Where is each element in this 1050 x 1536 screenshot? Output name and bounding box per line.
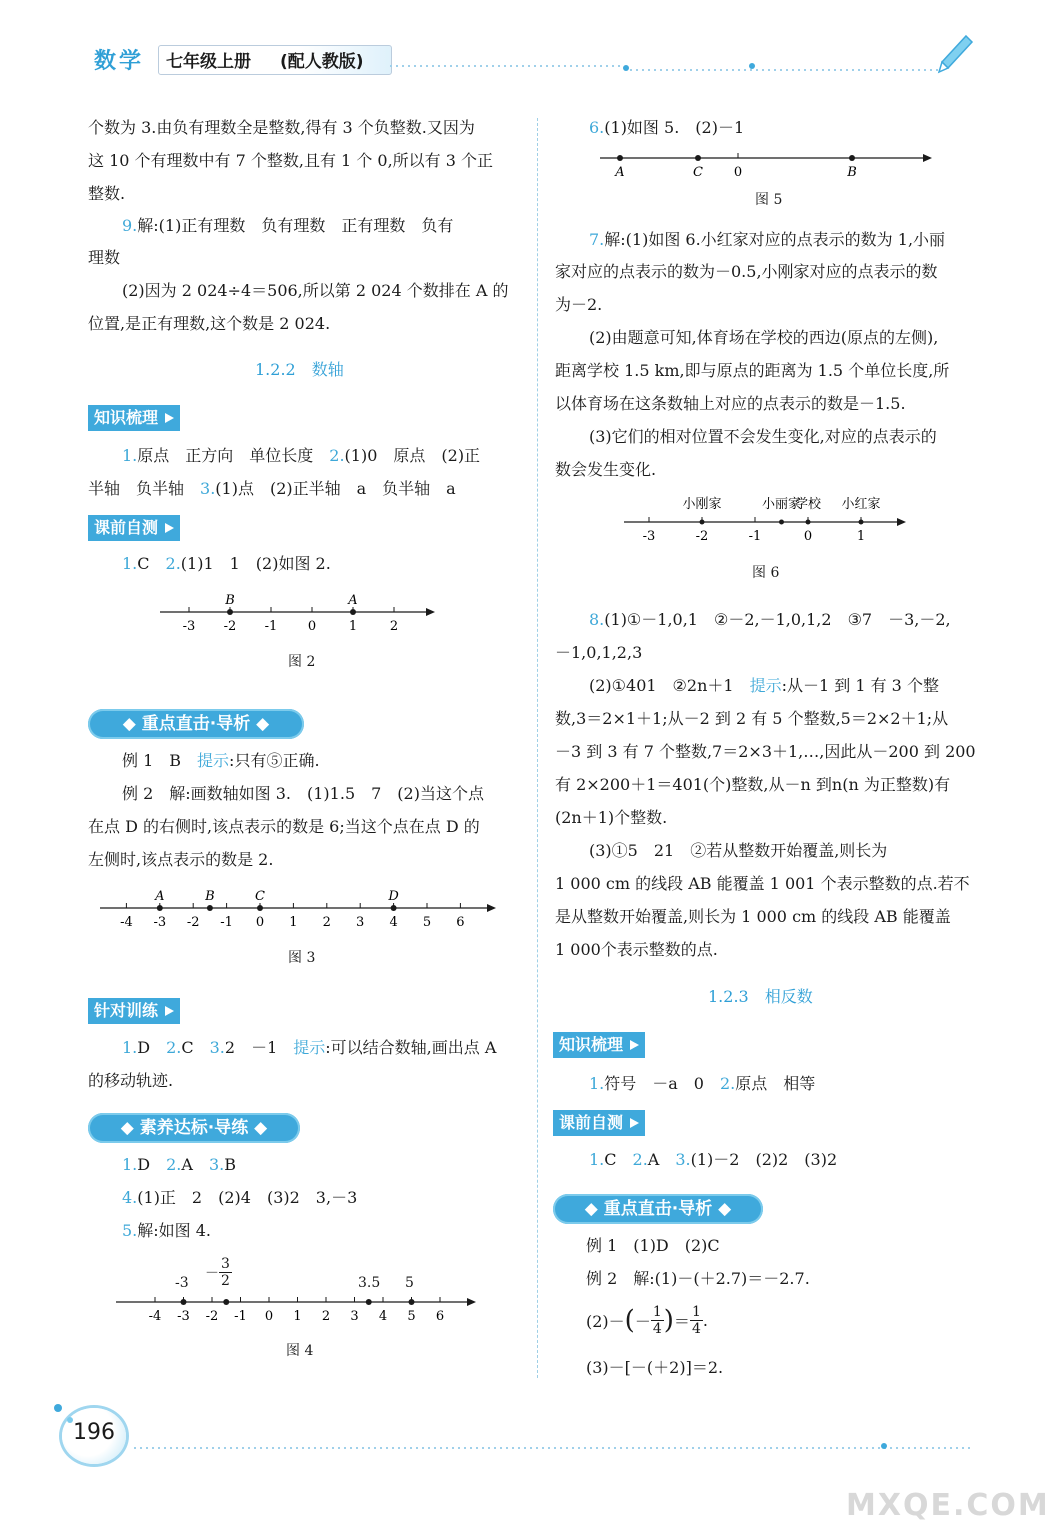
question-text: 解:(1)正有理数 负有理数 正有理数 负有 xyxy=(137,216,454,235)
question-number: 3. xyxy=(200,479,216,498)
question-number: 2. xyxy=(632,1150,648,1169)
point-marker xyxy=(157,905,163,911)
question-number: 1. xyxy=(122,554,138,573)
tick-label: 6 xyxy=(435,1309,445,1324)
right-text-line: －1,0,1,2,3 xyxy=(555,643,643,662)
figure-caption: 图 2 xyxy=(288,654,316,670)
place-label: 学校 xyxy=(794,497,822,512)
number-line-figure-5 xyxy=(598,148,938,180)
right-text-line: －3 到 3 有 7 个整数,7＝2×3＋1,…,因此从－200 到 200 xyxy=(555,742,976,761)
tick-label: 1 xyxy=(856,529,866,544)
fraction-numerator: 3 xyxy=(221,1256,230,1272)
tick-label: -2 xyxy=(205,1309,219,1324)
tick-label: -3 xyxy=(642,529,656,544)
answer-text: 原点 相等 xyxy=(735,1074,816,1093)
hint-label: 提示 xyxy=(197,751,230,770)
question-number: 1. xyxy=(589,1074,605,1093)
tag-knowledge-review: 知识梳理 xyxy=(88,405,180,431)
question-number: 1. xyxy=(122,1155,138,1174)
answer-line xyxy=(122,440,480,472)
number-line-figure-3 xyxy=(100,882,500,932)
figure-caption: 图 6 xyxy=(752,565,780,581)
right-text-line: (3)－[－(＋2)]＝2. xyxy=(586,1358,724,1377)
point-label: A xyxy=(615,165,625,180)
left-text-line: 在点 D 的右侧时,该点表示的数是 6;当这个点在点 D 的 xyxy=(88,817,480,836)
left-text-line: 的移动轨迹. xyxy=(88,1071,174,1090)
tick-label: 0 xyxy=(255,915,265,930)
pencil-icon xyxy=(936,32,976,76)
answer-line xyxy=(589,224,945,256)
answer-text: C xyxy=(604,1150,633,1169)
footer-dots xyxy=(50,1400,990,1470)
tick-label: 5 xyxy=(422,915,432,930)
tick-label: 2 xyxy=(322,915,331,930)
left-text-line: 整数. xyxy=(88,184,126,203)
left-text-line: 例 2 解:画数轴如图 3. (1)1.5 7 (2)当这个点 xyxy=(122,784,484,803)
question-number: 2. xyxy=(166,1155,182,1174)
page-number: 196 xyxy=(73,1420,115,1445)
tick-label: 2 xyxy=(321,1309,331,1324)
question-number: 2. xyxy=(720,1074,736,1093)
pill-key-points: ◆ 重点直击·导析 ◆ xyxy=(88,709,304,739)
point-label: C xyxy=(693,165,703,180)
answer-text: 半轴 负半轴 xyxy=(88,479,201,498)
answer-text: A xyxy=(181,1155,209,1174)
axis-arrow xyxy=(426,608,435,616)
expr-text: (2)－ xyxy=(586,1312,625,1331)
question-number: 5. xyxy=(122,1221,138,1240)
fraction-sign: － xyxy=(205,1265,219,1282)
answer-text: 解:如图 4. xyxy=(137,1221,212,1240)
question-number: 6. xyxy=(589,118,605,137)
question-number: 3. xyxy=(675,1150,691,1169)
right-text-line: 数,3＝2×1＋1;从－2 到 2 有 5 个整数,5＝2×2＋1;从 xyxy=(555,709,949,728)
answer-line xyxy=(122,548,331,580)
question-number: 3. xyxy=(209,1038,225,1057)
right-text-line: (3)它们的相对位置不会发生变化,对应的点表示的 xyxy=(589,427,937,446)
point-marker xyxy=(409,1299,415,1305)
tick-label: 6 xyxy=(456,915,465,930)
tick-label: 0 xyxy=(803,529,813,544)
tick-label: 3 xyxy=(350,1309,359,1324)
question-number: 2. xyxy=(165,554,181,573)
right-text-line: 1 000个表示整数的点. xyxy=(555,940,718,959)
left-text-line: 个数为 3.由负有理数全是整数,得有 3 个负整数.又因为 xyxy=(88,118,475,137)
point-label: A xyxy=(155,889,165,904)
point-marker xyxy=(350,609,356,615)
right-text-line: (3)①5 21 ②若从整数开始覆盖,则长为 xyxy=(589,841,888,860)
axis-arrow xyxy=(487,904,496,912)
answer-text: A xyxy=(647,1150,676,1169)
equals-sign: ＝ xyxy=(673,1312,690,1331)
point-marker xyxy=(391,905,397,911)
figure-caption: 图 3 xyxy=(288,950,316,966)
answer-text: (1)①－1,0,1 ②－2,－1,0,1,2 ③7 －3,－2, xyxy=(604,610,951,629)
right-text-line: 距离学校 1.5 km,即与原点的距离为 1.5 个单位长度,所 xyxy=(555,361,950,380)
watermark: MXQE.COM xyxy=(846,1488,1050,1523)
question-number: 4. xyxy=(122,1188,138,1207)
answer-line xyxy=(589,670,939,702)
question-number: 2. xyxy=(166,1038,182,1057)
point-label: D xyxy=(388,889,399,904)
point-marker xyxy=(806,520,811,525)
tick-label: -3 xyxy=(177,1309,190,1324)
right-text-line: 家对应的点表示的数为－0.5,小刚家对应的点表示的数 xyxy=(555,262,938,281)
tick-label: -3 xyxy=(182,619,196,634)
fraction-numerator: 1 xyxy=(652,1304,662,1320)
answer-text: (1)1 1 (2)如图 2. xyxy=(180,554,331,573)
tick-label: 1 xyxy=(348,619,358,634)
right-text-line: 数会发生变化. xyxy=(555,460,657,479)
answer-text: C xyxy=(181,1038,210,1057)
point-marker xyxy=(227,609,233,615)
answer-text: D xyxy=(137,1155,167,1174)
tick-label: -2 xyxy=(695,529,709,544)
question-number: 3. xyxy=(208,1155,225,1174)
number-line-figure-4 xyxy=(116,1290,486,1330)
right-text-line: 1 000 cm 的线段 AB 能覆盖 1 001 个表示整数的点.若不 xyxy=(555,874,970,893)
answer-text: 原点 正方向 单位长度 xyxy=(137,446,330,465)
figure-caption: 图 5 xyxy=(755,192,783,208)
answer-text: 解:(1)如图 6.小红家对应的点表示的数为 1,小丽 xyxy=(604,230,946,249)
tick-label: -3 xyxy=(153,915,167,930)
answer-text: 符号 －a 0 xyxy=(604,1074,720,1093)
example-2-part-2 xyxy=(586,1304,708,1337)
period: . xyxy=(702,1311,708,1330)
point-label: C xyxy=(255,889,265,904)
example-1-line xyxy=(122,745,320,777)
answer-text: :可以结合数轴,画出点 A xyxy=(325,1038,497,1057)
point-marker xyxy=(223,1299,229,1305)
place-label: 小丽家 xyxy=(761,497,802,512)
pill-key-points: ◆ 重点直击·导析 ◆ xyxy=(553,1194,763,1224)
place-label: 小红家 xyxy=(841,497,881,512)
tick-label: 3 xyxy=(356,915,365,930)
tick-label: 2 xyxy=(389,619,399,634)
answer-line xyxy=(589,1068,815,1100)
tick-label: 1 xyxy=(289,915,298,930)
header-dotted-line xyxy=(390,56,950,76)
number-line-figure-6 xyxy=(620,490,920,550)
point-label: -3 xyxy=(175,1275,189,1291)
tick-label: -2 xyxy=(186,915,200,930)
place-label: 小刚家 xyxy=(682,497,722,512)
point-marker xyxy=(207,905,213,911)
axis-arrow xyxy=(897,518,906,526)
answer-line xyxy=(589,604,951,636)
right-text-line: 是从整数开始覆盖,则长为 1 000 cm 的线段 AB 能覆盖 xyxy=(555,907,951,926)
answer-text: (1)如图 5. (2)－1 xyxy=(604,118,745,137)
answer-line xyxy=(122,1215,211,1247)
subject-title: 数学 xyxy=(94,49,145,74)
answer-line xyxy=(589,112,744,144)
question-number: 1. xyxy=(589,1150,605,1169)
tick-label: -1 xyxy=(264,619,278,634)
question-number: 7. xyxy=(589,230,605,249)
column-divider xyxy=(537,118,538,1378)
paren-right: ) xyxy=(663,1305,674,1336)
point-label: 5 xyxy=(405,1275,414,1291)
tag-pre-class-test: 课前自测 xyxy=(88,515,180,541)
answer-text: :从－1 到 1 有 3 个整 xyxy=(781,676,939,695)
edition-label: (配人教版) xyxy=(280,52,364,72)
example-text: 例 1 B xyxy=(122,751,198,770)
tick-label: 4 xyxy=(378,1309,388,1324)
paren-left: ( xyxy=(624,1305,635,1336)
fraction-denominator: 4 xyxy=(652,1321,662,1337)
tick-label: 5 xyxy=(407,1309,416,1324)
point-marker xyxy=(849,155,855,161)
tick-label: -1 xyxy=(748,529,762,544)
point-marker xyxy=(181,1299,187,1305)
tag-pre-class-test: 课前自测 xyxy=(553,1110,645,1136)
minus-sign: － xyxy=(634,1312,651,1331)
point-marker xyxy=(779,520,784,525)
right-text-line: 以体育场在这条数轴上对应的点表示的数是－1.5. xyxy=(555,394,906,413)
answer-line xyxy=(122,1149,236,1181)
tick-label: 1 xyxy=(293,1309,302,1324)
question-number: 2. xyxy=(329,446,345,465)
answer-text: (2)①401 ②2n＋1 xyxy=(589,676,750,695)
left-text-line: 位置,是正有理数,这个数是 2 024. xyxy=(88,314,331,333)
left-text-line: 理数 xyxy=(88,248,121,267)
fraction-numerator: 1 xyxy=(691,1304,701,1320)
tick-label: 0 xyxy=(264,1309,274,1324)
hint-label: 提示 xyxy=(749,676,782,695)
tag-targeted-training: 针对训练 xyxy=(88,998,180,1024)
fraction-label xyxy=(205,1256,232,1289)
question-number: 1. xyxy=(122,446,138,465)
right-text-line: 为－2. xyxy=(555,295,603,314)
point-label: B xyxy=(225,593,235,608)
answer-text: (1)点 (2)正半轴 a 负半轴 a xyxy=(215,479,456,498)
page-header xyxy=(0,0,1019,90)
answer-text: (1)－2 (2)2 (3)2 xyxy=(690,1150,838,1169)
pill-competency: ◆ 素养达标·导练 ◆ xyxy=(88,1113,300,1143)
tick-label: -4 xyxy=(120,915,133,930)
answer-line xyxy=(122,1182,357,1214)
question-9-line xyxy=(122,210,453,242)
answer-text: D xyxy=(137,1038,167,1057)
tick-label: -1 xyxy=(220,915,233,930)
tick-label: 4 xyxy=(389,915,398,930)
question-number: 9. xyxy=(122,216,138,235)
fraction-denominator: 2 xyxy=(221,1273,230,1289)
point-marker xyxy=(617,155,623,161)
right-text-line: (2)由题意可知,体育场在学校的西边(原点的左侧), xyxy=(589,328,939,347)
point-marker xyxy=(695,155,701,161)
fraction xyxy=(690,1304,703,1337)
tick-label: -4 xyxy=(148,1309,162,1324)
answer-line xyxy=(122,1032,496,1064)
point-label: 0 xyxy=(733,165,743,180)
point-label: B xyxy=(847,165,857,180)
left-text-line: 这 10 个有理数中有 7 个整数,且有 1 个 0,所以有 3 个正 xyxy=(88,151,494,170)
section-heading-1-2-2: 1.2.2 数轴 xyxy=(255,360,344,379)
axis-arrow xyxy=(923,154,932,162)
answer-text: B xyxy=(224,1155,236,1174)
question-number: 8. xyxy=(589,610,605,629)
answer-text: (1)正 2 (2)4 (3)2 3,－3 xyxy=(137,1188,358,1207)
point-label: 3.5 xyxy=(358,1275,381,1291)
tick-label: 0 xyxy=(307,619,317,634)
left-text-line: 左侧时,该点表示的数是 2. xyxy=(88,850,274,869)
right-text-line: 例 2 解:(1)－(＋2.7)＝－2.7. xyxy=(586,1269,810,1288)
point-marker xyxy=(366,1299,372,1305)
right-text-line: 例 1 (1)D (2)C xyxy=(586,1236,720,1255)
answer-line xyxy=(589,1144,837,1176)
question-number: 1. xyxy=(122,1038,138,1057)
point-marker xyxy=(859,520,864,525)
section-heading-1-2-3: 1.2.3 相反数 xyxy=(708,987,813,1006)
answer-line xyxy=(88,473,456,505)
number-line-figure-2 xyxy=(160,588,440,638)
point-label: A xyxy=(348,593,358,608)
example-text: :只有⑤正确. xyxy=(229,751,320,770)
point-label: B xyxy=(205,889,215,904)
grade-label: 七年级上册 xyxy=(166,52,251,72)
left-text-line: (2)因为 2 024÷4＝506,所以第 2 024 个数排在 A 的 xyxy=(122,281,509,300)
fraction xyxy=(219,1256,232,1289)
figure-caption: 图 4 xyxy=(286,1343,314,1359)
answer-text: C xyxy=(137,554,166,573)
tag-knowledge-review: 知识梳理 xyxy=(553,1032,645,1058)
tick-label: -2 xyxy=(223,619,237,634)
axis-arrow xyxy=(467,1298,476,1306)
fraction xyxy=(651,1304,664,1337)
right-text-line: (2n＋1)个整数. xyxy=(555,808,668,827)
fraction-denominator: 4 xyxy=(691,1321,701,1337)
answer-text: 2 －1 xyxy=(224,1038,294,1057)
right-text-line: 有 2×200＋1＝401(个)整数,从－n 到n(n 为正整数)有 xyxy=(555,775,951,794)
answer-text: (1)0 原点 (2)正 xyxy=(344,446,481,465)
tick-label: -1 xyxy=(234,1309,247,1324)
point-marker xyxy=(700,520,705,525)
point-marker xyxy=(257,905,263,911)
hint-label: 提示 xyxy=(293,1038,326,1057)
